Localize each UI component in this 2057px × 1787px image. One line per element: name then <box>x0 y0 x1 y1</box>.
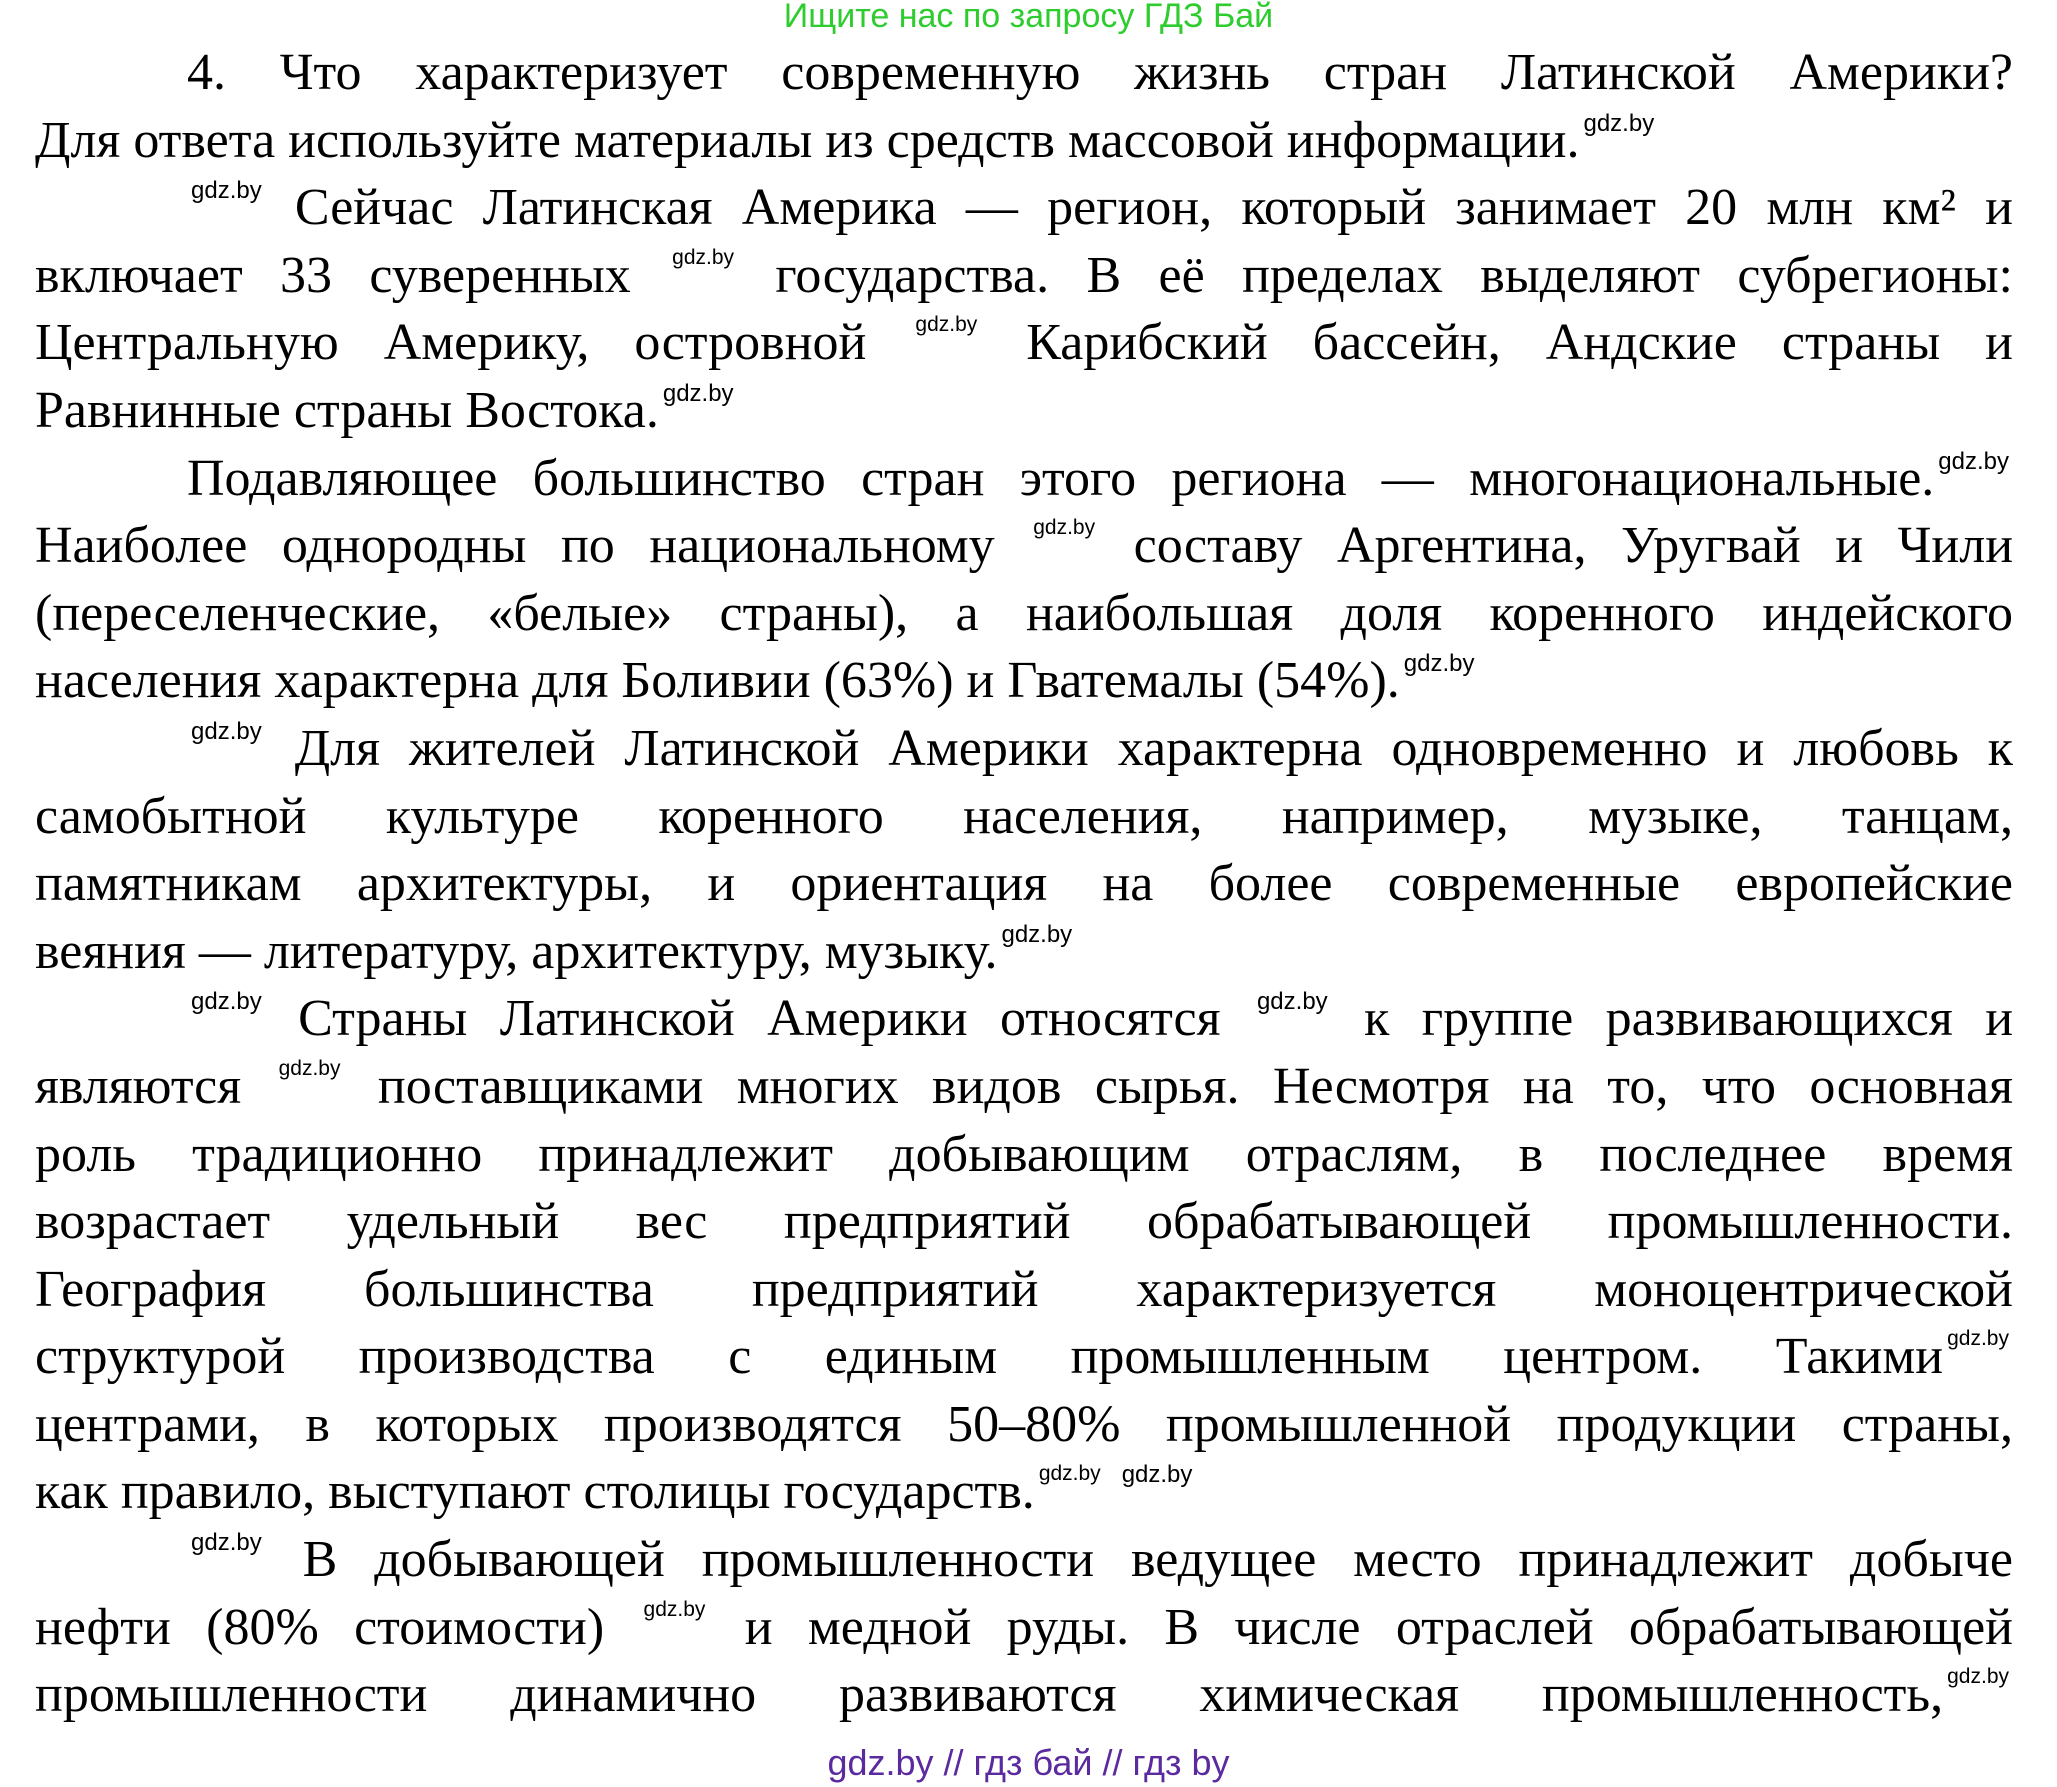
text-line: Равнинные страны Востока. $^{gdz.by}$ <box>35 379 734 439</box>
watermark: gdz.by <box>191 988 262 1016</box>
text-line: структурой производства с единым промышленным центром. Такими $^{gdz.by}$ <box>35 1327 2009 1386</box>
watermark: gdz.by <box>662 379 734 407</box>
header-watermark: Ищите нас по запросу ГДЗ Бай <box>783 0 1274 35</box>
watermark: gdz.by <box>191 1529 262 1557</box>
text-line: промышленности динамично развиваются химическая промышленность, $^{gdz.by}$ <box>35 1665 2009 1724</box>
text-line: Подавляющее большинство стран этого региона — многонациональные. $^{gdz.by}$ <box>187 447 2010 507</box>
watermark: gdz.by <box>278 1056 341 1080</box>
watermark: gdz.by <box>1583 109 1655 137</box>
watermark: gdz.by <box>1403 650 1475 678</box>
paragraph <box>35 174 2013 444</box>
watermark: gdz.by <box>643 1597 706 1621</box>
watermark: gdz.by <box>915 313 978 337</box>
text-line: возрастает удельный вес предприятий обрабатывающей промышленности. <box>35 1193 2013 1251</box>
paragraph <box>35 445 2013 715</box>
text-line: являются $^{gdz.by}$ поставщиками многих видов сырья. Несмотря на то, что основная <box>35 1056 2013 1115</box>
text-line: Центральную Америку, островной $^{gdz.by}$ Карибский бассейн, Андские страны и <box>35 313 2013 372</box>
watermark: gdz.by <box>1938 447 2010 475</box>
text-line: (переселенческие, «белые» страны), а наибольшая доля коренного индейского <box>35 584 2013 642</box>
text-line: памятникам архитектуры, и ориентация на более современные европейские <box>35 855 2013 913</box>
watermark: gdz.by <box>1001 920 1073 948</box>
footer-watermark: gdz.by // гдз бай // гдз by <box>827 1742 1230 1783</box>
text-line: География большинства предприятий характеризуется моноцентрической <box>35 1260 2013 1318</box>
watermark: gdz.by <box>1947 1665 2009 1689</box>
text-line: 4. Что характеризует современную жизнь стран Латинской Америки? <box>187 44 2013 101</box>
watermark: gdz.by <box>191 717 262 745</box>
text-line: как правило, выступают столицы государств. $^{gdz.by}$ $^{gdz.by}$ <box>35 1461 1193 1521</box>
watermark: gdz.by <box>1038 1462 1101 1486</box>
watermark: gdz.by <box>191 177 262 205</box>
watermark: gdz.by <box>672 245 735 269</box>
watermark: gdz.by <box>1256 988 1328 1016</box>
document-body <box>35 39 2013 1729</box>
watermark: gdz.by <box>1033 516 1096 540</box>
text-line: Наиболее однородны по национальному $^{gdz.by}$ составу Аргентина, Уругвай и Чили <box>35 516 2013 575</box>
watermark: gdz.by <box>1947 1327 2009 1351</box>
text-line: $^{gdz.by}$ Для жителей Латинской Америки характерна одновременно и любовь к <box>191 717 2013 777</box>
text-line: $^{gdz.by}$ В добывающей промышленности ведущее место принадлежит добыче <box>191 1529 2013 1589</box>
text-line: $^{gdz.by}$ Страны Латинской Америки относятся $^{gdz.by}$ к группе развивающихся и <box>191 988 2013 1048</box>
text-line: самобытной культуре коренного населения, например, музыке, танцам, <box>35 787 2013 845</box>
paragraph <box>35 1526 2013 1729</box>
paragraph <box>35 985 2013 1526</box>
text-line: нефти (80% стоимости) $^{gdz.by}$ и медной руды. В числе отраслей обрабатывающей <box>35 1597 2013 1656</box>
text-line: центрами, в которых производятся 50–80% промышленной продукции страны, <box>35 1395 2013 1453</box>
text-line: включает 33 суверенных $^{gdz.by}$ государства. В её пределах выделяют субрегионы: <box>35 245 2013 304</box>
text-line: роль традиционно принадлежит добывающим отраслям, в последнее время <box>35 1125 2013 1183</box>
watermark: gdz.by <box>1121 1461 1193 1489</box>
text-line: $^{gdz.by}$ Сейчас Латинская Америка — регион, который занимает 20 млн км² и <box>191 177 2013 237</box>
paragraph <box>35 715 2013 985</box>
text-line: веяния — литературу, архитектуру, музыку. $^{gdz.by}$ <box>35 920 1073 980</box>
paragraph-question <box>35 39 2013 174</box>
text-line: населения характерна для Боливии (63%) и Гватемалы (54%). $^{gdz.by}$ <box>35 650 1475 710</box>
text-line: Для ответа используйте материалы из средств массовой информации. $^{gdz.by}$ <box>35 109 1655 169</box>
